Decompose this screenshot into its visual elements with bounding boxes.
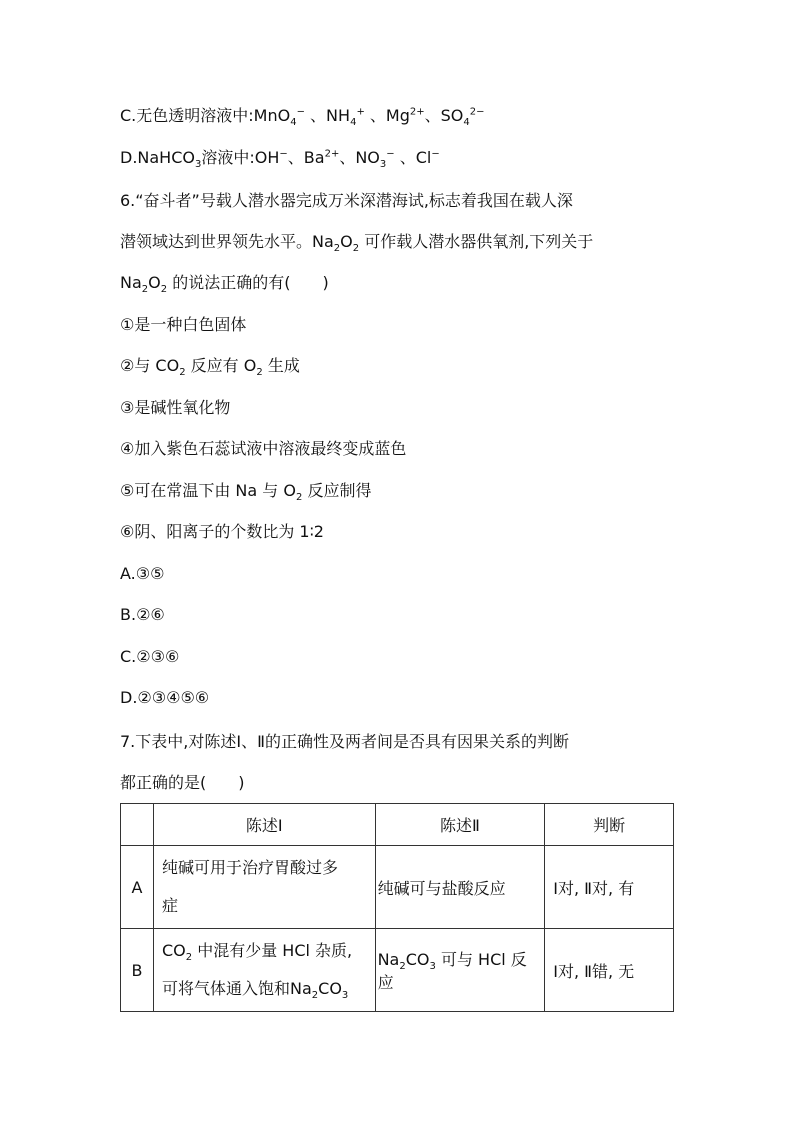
q7-stem-line2: 都正确的是( ): [120, 773, 245, 792]
table-row: [121, 929, 674, 1012]
q6-item-4: ④加入紫色石蕊试液中溶液最终变成蓝色: [120, 439, 407, 458]
table-header-cell: [121, 804, 154, 846]
table-header-cell: 陈述Ⅰ: [153, 804, 375, 846]
q5-option-d: D.NaHCO$_3$溶液中:OH−、$Ba^{2+}$、$NO_3^-$ 、Cl−: [120, 148, 440, 171]
q6-option-d: D.②③④⑤⑥: [120, 688, 210, 707]
statement-1-cell: 纯碱可用于治疗胃酸过多 症: [153, 846, 375, 929]
q6-item-1: ①是一种白色固体: [120, 315, 247, 334]
judgement-cell: Ⅰ对, Ⅱ错, 无: [545, 929, 674, 1012]
q5-option-c: C.无色透明溶液中:MnO$_4$− 、$NH_4^+$ 、$Mg^{2+}$、$SO_4^{2-}$: [120, 106, 485, 129]
q6-item-5: ⑤可在常温下由 Na 与 $O_2$ 反应制得: [120, 481, 372, 504]
q6-item-3: ③是碱性氧化物: [120, 398, 231, 417]
row-label: B: [121, 929, 154, 1012]
q6-item-2: ②与 $CO_2$ 反应有 $O_2$ 生成: [120, 356, 300, 379]
q6-stem-line3: $Na_2O_2$ 的说法正确的有( ): [120, 273, 329, 296]
statement-2-cell: $Na_2CO_3$ 可与 HCl 反应: [375, 929, 545, 1012]
q6-stem-line1: 6.“奋斗者”号载人潜水器完成万米深潜海试,标志着我国在载人深: [120, 191, 573, 210]
q6-option-c: C.②③⑥: [120, 647, 180, 666]
row-label: A: [121, 846, 154, 929]
table-row: [121, 846, 674, 929]
q6-option-b: B.②⑥: [120, 605, 165, 624]
table-header-row: [121, 804, 674, 846]
q7-stem-line1: 7.下表中,对陈述Ⅰ、Ⅱ的正确性及两者间是否具有因果关系的判断: [120, 732, 569, 751]
q7-table: [120, 803, 674, 1012]
table-header-cell: 陈述Ⅱ: [375, 804, 545, 846]
statement-1-cell: $CO_2$ 中混有少量 HCl 杂质, 可将气体通入饱和$Na_2CO_3$: [153, 929, 375, 1012]
q6-stem-line2: 潜领域达到世界领先水平。$Na_2O_2$ 可作载人潜水器供氧剂,下列关于: [120, 232, 594, 255]
table-header-cell: 判断: [545, 804, 674, 846]
q6-option-a: A.③⑤: [120, 564, 165, 583]
q6-item-6: ⑥阴、阳离子的个数比为 1∶2: [120, 522, 324, 541]
statement-2-cell: 纯碱可与盐酸反应: [375, 846, 545, 929]
judgement-cell: Ⅰ对, Ⅱ对, 有: [545, 846, 674, 929]
